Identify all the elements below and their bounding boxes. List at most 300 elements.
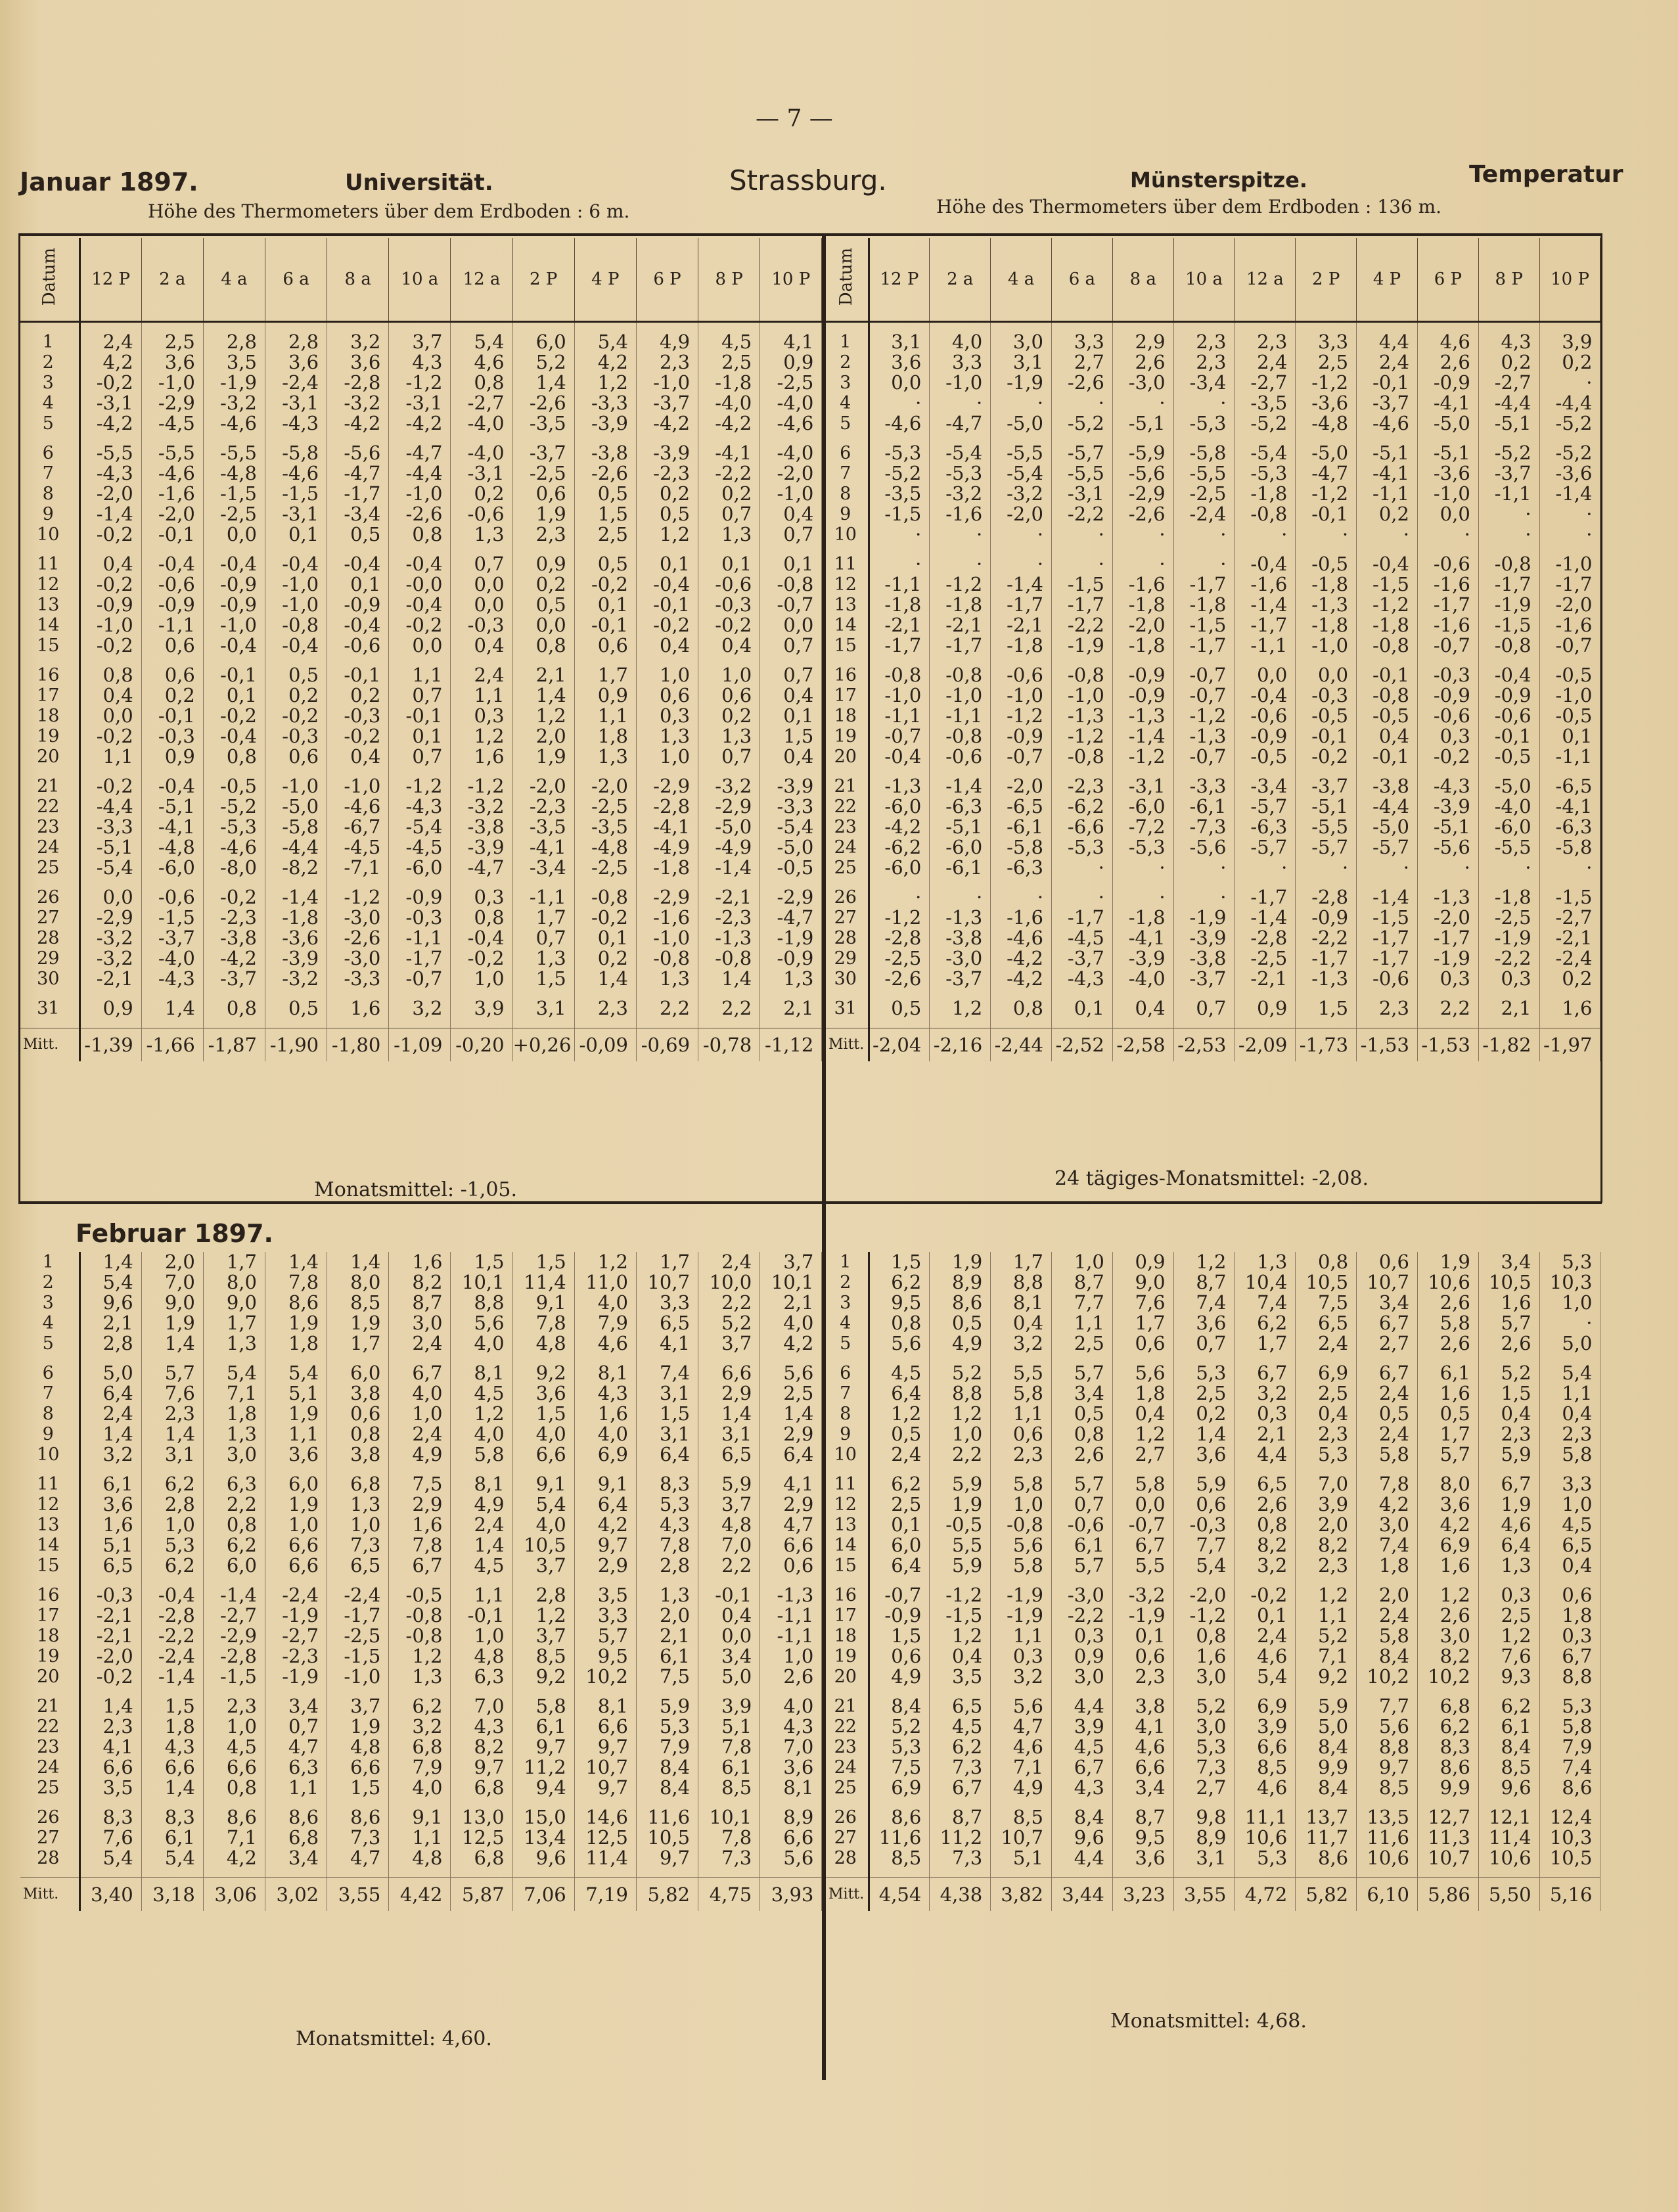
temperature-cell: 1,7: [574, 665, 636, 685]
temperature-cell: -2,8: [327, 373, 389, 393]
table-row: [20, 1363, 822, 1383]
temperature-cell: 4,9: [869, 1667, 930, 1687]
mean-cell: -2,09: [1235, 1028, 1296, 1062]
temperature-cell: 3,7: [512, 1555, 574, 1576]
temperature-cell: -2,1: [991, 615, 1052, 635]
temperature-cell: 4,8: [327, 1737, 389, 1757]
temperature-cell: -2,9: [636, 776, 698, 796]
temperature-cell: 0,4: [1357, 726, 1418, 747]
day-cell: 24: [826, 837, 869, 858]
temperature-cell: -5,2: [1539, 443, 1600, 463]
temperature-cell: -5,5: [141, 443, 203, 463]
temperature-cell: 1,5: [1478, 1383, 1539, 1404]
temperature-cell: -1,5: [327, 1646, 389, 1667]
temperature-cell: -0,4: [203, 726, 265, 747]
temperature-cell: 6,2: [930, 1737, 991, 1757]
temperature-cell: -0,6: [451, 504, 512, 524]
temperature-cell: -2,9: [1112, 484, 1173, 504]
temperature-cell: -3,5: [574, 817, 636, 837]
temperature-cell: 0,1: [1539, 726, 1600, 747]
temperature-cell: 7,8: [512, 1313, 574, 1333]
temperature-cell: 2,6: [1112, 352, 1173, 373]
temperature-cell: 15,0: [512, 1807, 574, 1828]
table-row: [826, 1494, 1600, 1515]
temperature-cell: -5,3: [869, 443, 930, 463]
temperature-cell: 8,7: [930, 1807, 991, 1828]
temperature-cell: 2,3: [991, 1444, 1052, 1465]
temperature-cell: 0,9: [760, 352, 822, 373]
temperature-cell: 6,4: [574, 1494, 636, 1515]
temperature-cell: -0,6: [1357, 969, 1418, 989]
temperature-cell: -5,4: [79, 858, 141, 878]
temperature-cell: -6,3: [1539, 817, 1600, 837]
temperature-cell: 2,8: [203, 332, 265, 352]
table-row: [826, 1333, 1600, 1354]
temperature-cell: -2,4: [1539, 948, 1600, 969]
day-cell: 13: [20, 595, 79, 615]
temperature-cell: 4,6: [1235, 1646, 1296, 1667]
temperature-cell: -5,4: [389, 817, 451, 837]
temperature-cell: -5,0: [760, 837, 822, 858]
mean-cell: 6,10: [1357, 1878, 1418, 1912]
temperature-cell: -1,8: [1112, 908, 1173, 928]
temperature-cell: 6,1: [1051, 1535, 1112, 1555]
hour-header: 8 a: [1112, 238, 1173, 322]
temperature-cell: 1,5: [636, 1404, 698, 1424]
day-cell: 23: [20, 817, 79, 837]
day-cell: 13: [826, 595, 869, 615]
day-cell: 26: [20, 887, 79, 908]
temperature-cell: 7,3: [698, 1848, 760, 1868]
temperature-cell: -0,6: [1235, 706, 1296, 726]
temperature-cell: 2,5: [1173, 1383, 1235, 1404]
temperature-cell: -1,4: [991, 574, 1052, 595]
temperature-cell: 4,8: [389, 1848, 451, 1868]
temperature-cell: 5,2: [1296, 1626, 1357, 1646]
temperature-cell: -5,2: [1235, 413, 1296, 434]
temperature-cell: 2,3: [1478, 1424, 1539, 1444]
temperature-cell: 3,3: [1296, 332, 1357, 352]
temperature-cell: -0,1: [1296, 726, 1357, 747]
hour-header: 4 P: [1357, 238, 1418, 322]
temperature-cell: 0,4: [760, 685, 822, 706]
temperature-cell: 0,0: [1112, 1494, 1173, 1515]
temperature-cell: 0,0: [869, 373, 930, 393]
temperature-cell: 11,4: [512, 1272, 574, 1293]
temperature-cell: -5,1: [1417, 443, 1478, 463]
temperature-cell: -0,9: [79, 595, 141, 615]
temperature-cell: -4,1: [698, 443, 760, 463]
temperature-cell: 6,7: [1235, 1363, 1296, 1383]
temperature-cell: 0,7: [1051, 1494, 1112, 1515]
mean-row: [20, 1028, 822, 1062]
temperature-cell: 1,4: [698, 1404, 760, 1424]
temperature-cell: -0,1: [141, 524, 203, 545]
temperature-cell: 7,4: [636, 1363, 698, 1383]
temperature-cell: -0,7: [760, 595, 822, 615]
temperature-cell: -5,7: [1051, 443, 1112, 463]
temperature-cell: 6,8: [451, 1778, 512, 1798]
temperature-cell: -4,7: [389, 443, 451, 463]
temperature-cell: 8,1: [451, 1474, 512, 1494]
temperature-cell: 8,6: [265, 1807, 327, 1828]
temperature-cell: -2,2: [1051, 1605, 1112, 1626]
temperature-cell: ·: [869, 393, 930, 413]
temperature-cell: -0,0: [389, 574, 451, 595]
day-cell: 16: [826, 665, 869, 685]
day-cell: 11: [826, 1474, 869, 1494]
temperature-cell: 8,6: [1417, 1757, 1478, 1778]
table-row: [20, 484, 822, 504]
temperature-cell: 8,3: [636, 1474, 698, 1494]
temperature-cell: -5,5: [991, 443, 1052, 463]
temperature-cell: 0,4: [760, 504, 822, 524]
temperature-cell: -3,5: [1235, 393, 1296, 413]
temperature-cell: -4,4: [79, 796, 141, 817]
temperature-cell: 7,8: [698, 1737, 760, 1757]
temperature-cell: -0,9: [389, 887, 451, 908]
temperature-cell: 8,2: [451, 1737, 512, 1757]
temperature-cell: 2,4: [389, 1424, 451, 1444]
hour-header: 10 P: [760, 238, 822, 322]
temperature-cell: 1,1: [574, 706, 636, 726]
table-row: [826, 635, 1600, 656]
temperature-cell: ·: [1478, 524, 1539, 545]
table-row: [826, 554, 1600, 574]
temperature-cell: -6,2: [869, 837, 930, 858]
temperature-cell: -1,5: [265, 484, 327, 504]
temperature-cell: -1,4: [698, 858, 760, 878]
temperature-cell: -0,8: [930, 665, 991, 685]
temperature-cell: -4,4: [389, 463, 451, 484]
temperature-cell: -0,5: [930, 1515, 991, 1535]
temperature-cell: ·: [1112, 524, 1173, 545]
temperature-cell: 2,4: [1357, 1424, 1418, 1444]
temperature-cell: 5,2: [930, 1363, 991, 1383]
temperature-cell: -2,1: [930, 615, 991, 635]
temperature-cell: -2,0: [574, 776, 636, 796]
temperature-cell: -0,1: [698, 1585, 760, 1605]
temperature-cell: 8,6: [1296, 1848, 1357, 1868]
temperature-cell: -0,7: [1539, 635, 1600, 656]
temperature-cell: -1,8: [1478, 887, 1539, 908]
temperature-cell: 0,0: [79, 887, 141, 908]
temperature-cell: -0,6: [1417, 706, 1478, 726]
day-cell: 30: [20, 969, 79, 989]
temperature-cell: 9,7: [451, 1757, 512, 1778]
temperature-cell: -0,7: [1417, 635, 1478, 656]
temperature-cell: 3,4: [265, 1696, 327, 1717]
temperature-cell: 5,9: [636, 1696, 698, 1717]
temperature-cell: 5,9: [1296, 1696, 1357, 1717]
temperature-cell: 9,1: [512, 1474, 574, 1494]
table-row: [20, 373, 822, 393]
temperature-cell: 1,3: [698, 524, 760, 545]
temperature-cell: ·: [930, 393, 991, 413]
temperature-cell: 10,5: [1296, 1272, 1357, 1293]
temperature-cell: 9,2: [512, 1363, 574, 1383]
temperature-cell: 0,4: [451, 635, 512, 656]
day-cell: 29: [826, 948, 869, 969]
temperature-cell: 8,3: [79, 1807, 141, 1828]
temperature-cell: 1,3: [636, 969, 698, 989]
temperature-cell: -0,1: [203, 665, 265, 685]
temperature-cell: 7,1: [203, 1828, 265, 1848]
temperature-cell: -5,1: [1112, 413, 1173, 434]
temperature-cell: 12,5: [451, 1828, 512, 1848]
temperature-cell: -5,1: [930, 817, 991, 837]
table-row: [20, 685, 822, 706]
day-cell: 4: [20, 393, 79, 413]
temperature-cell: 9,5: [869, 1293, 930, 1313]
temperature-cell: 5,6: [869, 1333, 930, 1354]
temperature-cell: -3,1: [79, 393, 141, 413]
temperature-cell: 0,6: [1539, 1585, 1600, 1605]
temperature-cell: -0,2: [451, 948, 512, 969]
temperature-cell: 1,0: [451, 1626, 512, 1646]
temperature-cell: 0,6: [512, 484, 574, 504]
temperature-cell: -1,9: [760, 928, 822, 948]
day-cell: 20: [20, 747, 79, 767]
temperature-cell: -3,3: [1173, 776, 1235, 796]
temperature-cell: -1,6: [1112, 574, 1173, 595]
temperature-cell: 6,1: [79, 1474, 141, 1494]
temperature-cell: ·: [1539, 858, 1600, 878]
temperature-cell: -3,3: [327, 969, 389, 989]
temperature-cell: ·: [1112, 554, 1173, 574]
temperature-cell: 5,8: [1112, 1474, 1173, 1494]
temperature-cell: 0,3: [451, 887, 512, 908]
temperature-cell: 0,1: [760, 554, 822, 574]
day-cell: 15: [826, 635, 869, 656]
temperature-cell: 6,3: [203, 1474, 265, 1494]
day-cell: 28: [20, 928, 79, 948]
temperature-cell: 8,1: [574, 1696, 636, 1717]
temperature-cell: ·: [1539, 373, 1600, 393]
temperature-cell: 5,0: [79, 1363, 141, 1383]
mean-label: Mitt.: [20, 1028, 79, 1062]
day-cell: 2: [20, 352, 79, 373]
temperature-cell: 9,1: [574, 1474, 636, 1494]
temperature-cell: 2,1: [512, 665, 574, 685]
temperature-cell: -1,2: [451, 776, 512, 796]
temperature-cell: -0,8: [389, 1605, 451, 1626]
temperature-cell: 4,5: [869, 1363, 930, 1383]
temperature-cell: 6,6: [512, 1444, 574, 1465]
temperature-cell: 1,9: [265, 1494, 327, 1515]
temperature-cell: 8,2: [1235, 1535, 1296, 1555]
day-cell: 4: [826, 1313, 869, 1333]
temperature-cell: 5,8: [1417, 1313, 1478, 1333]
temperature-cell: -0,8: [1235, 504, 1296, 524]
temperature-cell: 9,7: [1357, 1757, 1418, 1778]
temperature-cell: ·: [1173, 554, 1235, 574]
table-row: [20, 1293, 822, 1313]
temperature-cell: 5,4: [1173, 1555, 1235, 1576]
table-row: [826, 1363, 1600, 1383]
temperature-cell: 0,8: [512, 635, 574, 656]
temperature-cell: 4,8: [698, 1515, 760, 1535]
table-row: [826, 463, 1600, 484]
temperature-cell: -0,8: [1051, 665, 1112, 685]
temperature-cell: -1,8: [1296, 615, 1357, 635]
temperature-cell: -0,8: [389, 1626, 451, 1646]
temperature-cell: -1,9: [265, 1605, 327, 1626]
temperature-cell: -1,7: [1173, 574, 1235, 595]
temperature-cell: 3,4: [1357, 1293, 1418, 1313]
temperature-cell: -4,5: [1051, 928, 1112, 948]
temperature-cell: 6,5: [636, 1313, 698, 1333]
temperature-cell: 9,8: [1173, 1807, 1235, 1828]
temperature-cell: 6,2: [869, 1272, 930, 1293]
temperature-cell: -0,8: [1478, 635, 1539, 656]
temperature-cell: 3,0: [389, 1313, 451, 1333]
temperature-cell: 4,8: [451, 1646, 512, 1667]
hour-header: 10 a: [1173, 238, 1235, 322]
temperature-cell: 1,1: [265, 1778, 327, 1798]
temperature-cell: 0,0: [389, 635, 451, 656]
temperature-cell: -5,1: [141, 796, 203, 817]
temperature-cell: -2,6: [869, 969, 930, 989]
temperature-cell: 1,1: [451, 685, 512, 706]
temperature-cell: 5,7: [1051, 1363, 1112, 1383]
table-row: [826, 908, 1600, 928]
table-row: [20, 1585, 822, 1605]
table-row: [20, 524, 822, 545]
day-cell: 15: [826, 1555, 869, 1576]
temperature-cell: 0,6: [327, 1404, 389, 1424]
temperature-cell: ·: [991, 393, 1052, 413]
mean-cell: 3,82: [991, 1878, 1052, 1912]
temperature-cell: 8,4: [636, 1757, 698, 1778]
temperature-cell: 6,9: [1296, 1363, 1357, 1383]
table-row: [826, 1424, 1600, 1444]
table-row: [826, 948, 1600, 969]
temperature-cell: 5,6: [991, 1696, 1052, 1717]
mean-cell: 5,82: [1296, 1878, 1357, 1912]
hour-header: 12 a: [451, 238, 512, 322]
temperature-cell: -2,8: [141, 1605, 203, 1626]
temperature-cell: 6,7: [1539, 1646, 1600, 1667]
temperature-cell: -1,8: [991, 635, 1052, 656]
temperature-cell: 2,3: [1112, 1667, 1173, 1687]
day-cell: 19: [826, 726, 869, 747]
day-cell: 27: [20, 1828, 79, 1848]
temperature-cell: 3,2: [79, 1444, 141, 1465]
temperature-cell: -0,5: [1539, 706, 1600, 726]
temperature-cell: -0,8: [930, 726, 991, 747]
table-january-muensterspitze: [826, 238, 1600, 1061]
day-cell: 1: [826, 332, 869, 352]
temperature-cell: -0,4: [265, 635, 327, 656]
section-title: Temperatur: [1469, 161, 1623, 188]
temperature-cell: 9,9: [1296, 1757, 1357, 1778]
temperature-cell: -3,1: [265, 504, 327, 524]
temperature-cell: 5,0: [1296, 1717, 1357, 1737]
temperature-cell: -1,7: [1539, 574, 1600, 595]
temperature-cell: -2,6: [1051, 373, 1112, 393]
temperature-cell: -5,8: [265, 443, 327, 463]
day-cell: 12: [20, 1494, 79, 1515]
temperature-cell: 6,7: [1357, 1363, 1418, 1383]
mean-row: [20, 1878, 822, 1912]
temperature-cell: -5,4: [930, 443, 991, 463]
temperature-cell: 5,6: [1112, 1363, 1173, 1383]
mean-cell: 3,55: [327, 1878, 389, 1912]
temperature-cell: -4,8: [574, 837, 636, 858]
temperature-cell: 9,5: [574, 1646, 636, 1667]
temperature-cell: 3,0: [1357, 1515, 1418, 1535]
temperature-cell: -1,6: [1539, 615, 1600, 635]
temperature-cell: 0,2: [574, 948, 636, 969]
temperature-cell: 5,8: [1357, 1444, 1418, 1465]
temperature-cell: 2,9: [760, 1424, 822, 1444]
temperature-cell: 9,3: [1478, 1667, 1539, 1687]
temperature-cell: 5,4: [1235, 1667, 1296, 1687]
temperature-cell: 8,2: [389, 1272, 451, 1293]
temperature-cell: -5,8: [991, 837, 1052, 858]
temperature-cell: -4,9: [698, 837, 760, 858]
temperature-cell: 0,2: [327, 685, 389, 706]
temperature-cell: 3,6: [1417, 1494, 1478, 1515]
temperature-cell: -2,2: [1051, 615, 1112, 635]
temperature-cell: -0,4: [141, 776, 203, 796]
temperature-cell: -1,5: [869, 504, 930, 524]
temperature-cell: 1,4: [79, 1696, 141, 1717]
table-row: [20, 595, 822, 615]
temperature-cell: ·: [1051, 524, 1112, 545]
temperature-cell: 3,2: [1235, 1383, 1296, 1404]
temperature-cell: ·: [869, 554, 930, 574]
temperature-cell: 4,3: [574, 1383, 636, 1404]
temperature-cell: -1,8: [636, 858, 698, 878]
temperature-cell: -2,0: [991, 776, 1052, 796]
temperature-cell: 8,7: [1173, 1272, 1235, 1293]
temperature-cell: 5,9: [698, 1474, 760, 1494]
temperature-cell: 6,5: [930, 1696, 991, 1717]
temperature-cell: 0,4: [79, 554, 141, 574]
temperature-cell: 1,4: [79, 1424, 141, 1444]
temperature-cell: 0,0: [512, 615, 574, 635]
day-cell: 7: [826, 1383, 869, 1404]
temperature-cell: 13,7: [1296, 1807, 1357, 1828]
temperature-cell: 5,8: [1357, 1626, 1418, 1646]
temperature-cell: 3,0: [991, 332, 1052, 352]
temperature-cell: -3,8: [203, 928, 265, 948]
temperature-cell: 4,1: [79, 1737, 141, 1757]
day-cell: 6: [826, 443, 869, 463]
temperature-cell: -1,9: [1173, 908, 1235, 928]
temperature-cell: -0,4: [389, 554, 451, 574]
temperature-cell: 8,5: [869, 1848, 930, 1868]
temperature-cell: 5,7: [574, 1626, 636, 1646]
temperature-cell: 0,0: [79, 706, 141, 726]
temperature-cell: 2,0: [1357, 1585, 1418, 1605]
temperature-cell: -1,1: [1235, 635, 1296, 656]
temperature-cell: 5,6: [760, 1363, 822, 1383]
temperature-cell: -0,2: [203, 887, 265, 908]
temperature-cell: -1,7: [869, 635, 930, 656]
day-cell: 21: [826, 776, 869, 796]
table-row: [20, 1828, 822, 1848]
temperature-cell: 3,1: [869, 332, 930, 352]
day-cell: 17: [826, 685, 869, 706]
temperature-cell: ·: [1112, 858, 1173, 878]
temperature-cell: ·: [1051, 858, 1112, 878]
temperature-cell: 4,5: [451, 1383, 512, 1404]
temperature-cell: -3,9: [760, 776, 822, 796]
mean-cell: 5,86: [1417, 1878, 1478, 1912]
